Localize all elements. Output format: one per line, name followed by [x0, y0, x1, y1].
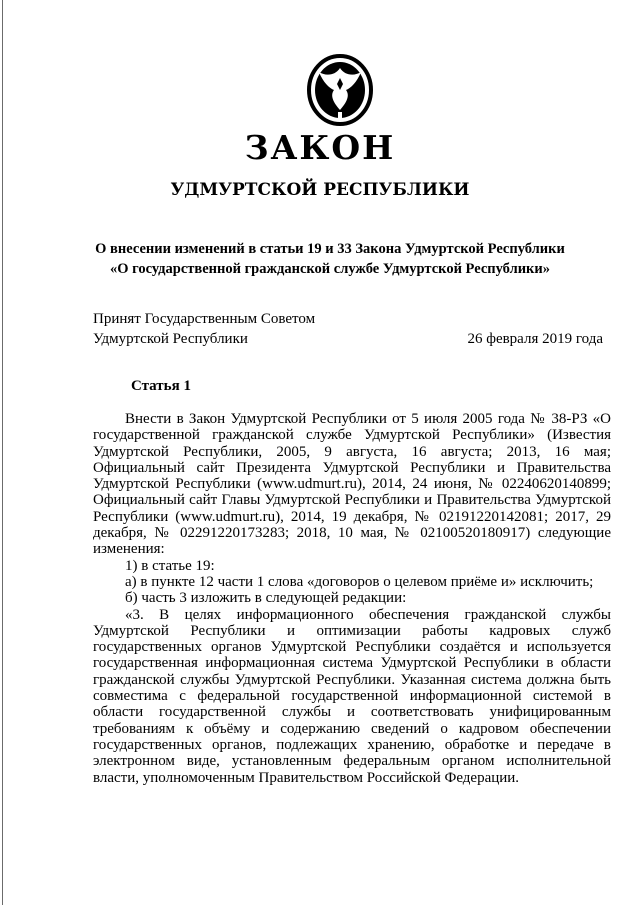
document-title: ЗАКОН	[244, 128, 396, 167]
adopted-by-line-1: Принят Государственным Советом	[93, 311, 316, 327]
article-title: Статья 1	[131, 378, 191, 394]
adoption-row	[93, 329, 603, 349]
paragraph-item-1: 1) в статье 19:	[125, 557, 215, 574]
law-heading	[60, 239, 600, 279]
law-heading-line-2: «О государственной гражданской службе Удмуртской Республики»	[109, 261, 551, 277]
udmurt-emblem-icon	[303, 50, 377, 128]
document-subtitle: УДМУРТСКОЙ РЕСПУБЛИКИ	[170, 180, 470, 200]
adoption-block	[93, 309, 603, 349]
paragraph-part-3: «3. В целях информационного обеспечения гражданской службы Удмуртской Республики и оптимизации работы кадровых служб государственных органов Удмуртской Республики создаётся и используется государственная информационная система Удмуртской Республики в области гражданской службы Удмуртской Республики. Указанная система должна быть совместима с федеральной государственной информационной системой в области государственной службы и соответствовать унифицированным требованиям к объёму и содержанию сведений о кадровом обеспечении государственных органов, подлежащих хранению, обработке и передаче в электронном виде, установленным федеральным органом исполнительной власти, уполномоченным Правительством Российской Федерации.	[93, 606, 611, 786]
article-body	[93, 411, 611, 786]
paragraph-item-a: а) в пункте 12 части 1 слова «договоров о целевом приёме и» исключить;	[125, 573, 594, 590]
paragraph-item-b: б) часть 3 изложить в следующей редакции:	[125, 590, 407, 607]
adoption-date: 26 февраля 2019 года	[467, 331, 603, 347]
adopted-by-line-2: Удмуртской Республики	[93, 331, 248, 347]
law-heading-line-1: О внесении изменений в статьи 19 и 33 Закона Удмуртской Республики	[95, 241, 565, 257]
paragraph-intro: Внести в Закон Удмуртской Республики от 5 июля 2005 года № 38-РЗ «О государственной гражданской службе Удмуртской Республики» (Известия Удмуртской Республики, 2005, 9 августа, 16 августа; 2013, 16 мая; Официальный сайт Президента Удмуртской Республики и Правительства Удмуртской Республики (www.udmurt.ru), 2014, 24 июня, № 02240620140899; Официальный сайт Главы Удмуртской Республики и Правительства Удмуртской Республики (www.udmurt.ru), 2014, 19 декабря, № 02191220142081; 2017, 29 декабря, № 02291220173283; 2018, 10 мая, № 02100520180917) следующие изменения:	[93, 411, 611, 558]
